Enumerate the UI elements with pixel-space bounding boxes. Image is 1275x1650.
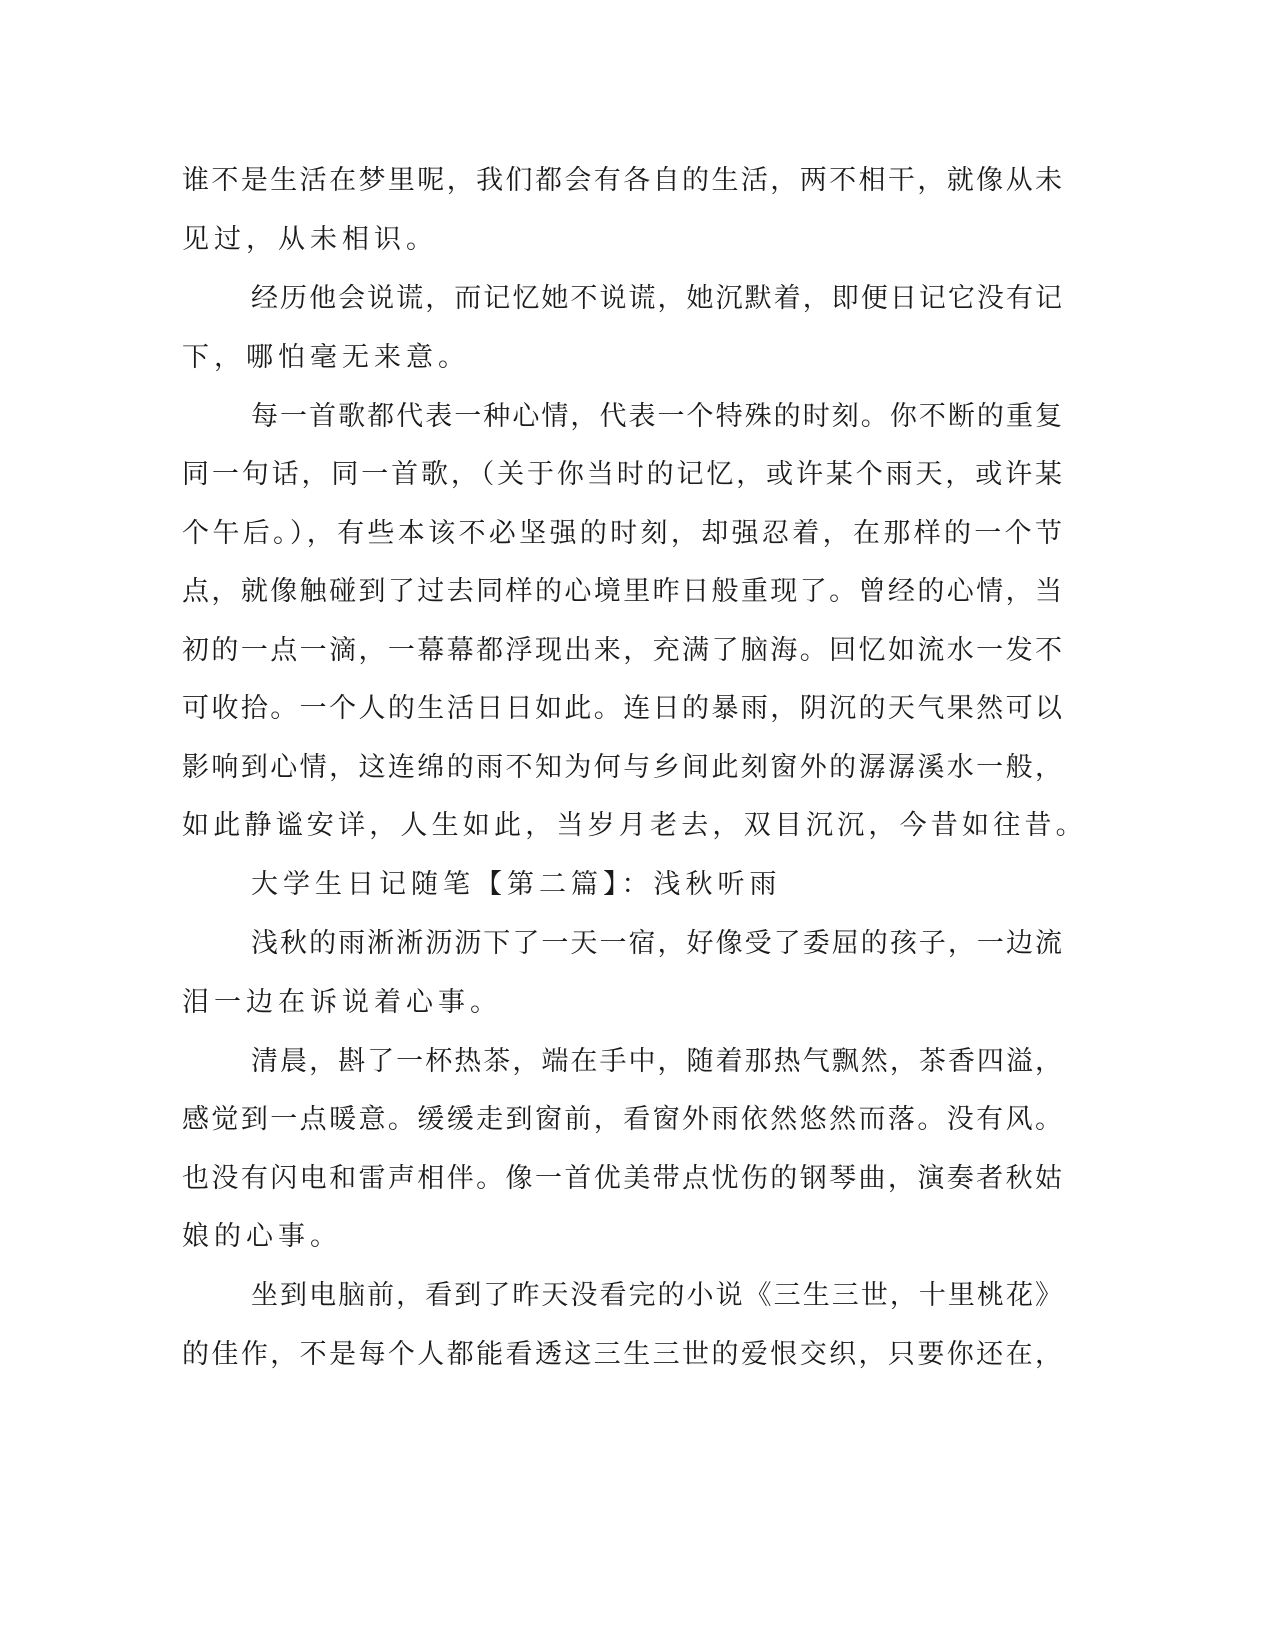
paragraph-line: 坐到电脑前，看到了昨天没看完的小说《三生三世，十里桃花》 — [251, 1280, 1062, 1311]
paragraph-line: 娘的心事。 — [182, 1221, 342, 1252]
paragraph-line: 影响到心情，这连绵的雨不知为何与乡间此刻窗外的潺潺溪水一般， — [182, 752, 1062, 783]
paragraph-line: 每一首歌都代表一种心情，代表一个特殊的时刻。你不断的重复 — [251, 401, 1062, 432]
paragraph-line: 泪一边在诉说着心事。 — [182, 987, 502, 1018]
paragraph-line: 的佳作，不是每个人都能看透这三生三世的爱恨交织，只要你还在， — [182, 1339, 1062, 1370]
paragraph-line: 下，哪怕毫无来意。 — [182, 342, 470, 373]
paragraph-line: 个午后。），有些本该不必坚强的时刻，却强忍着，在那样的一个节 — [182, 518, 1062, 549]
paragraph-line: 初的一点一滴，一幕幕都浮现出来，充满了脑海。回忆如流水一发不 — [182, 635, 1062, 666]
paragraph-line: 如此静谧安详，人生如此，当岁月老去，双目沉沉，今昔如往昔。 — [182, 810, 1087, 841]
paragraph-line: 浅秋的雨淅淅沥沥下了一天一宿，好像受了委屈的孩子，一边流 — [251, 928, 1062, 959]
paragraph-line: 同一句话，同一首歌，（关于你当时的记忆，或许某个雨天，或许某 — [182, 459, 1062, 490]
paragraph-line: 经历他会说谎，而记忆她不说谎，她沉默着，即便日记它没有记 — [251, 283, 1062, 314]
paragraph-line: 见过，从未相识。 — [182, 224, 438, 255]
paragraph-line: 也没有闪电和雷声相伴。像一首优美带点忧伤的钢琴曲，演奏者秋姑 — [182, 1163, 1062, 1194]
paragraph-line: 谁不是生活在梦里呢，我们都会有各自的生活，两不相干，就像从未 — [182, 165, 1062, 196]
paragraph-line: 感觉到一点暖意。缓缓走到窗前，看窗外雨依然悠然而落。没有风。 — [182, 1104, 1062, 1135]
paragraph-line: 清晨，斟了一杯热茶，端在手中，随着那热气飘然，茶香四溢， — [251, 1046, 1062, 1077]
paragraph-line: 可收拾。一个人的生活日日如此。连日的暴雨，阴沉的天气果然可以 — [182, 693, 1062, 724]
paragraph-line: 点，就像触碰到了过去同样的心境里昨日般重现了。曾经的心情，当 — [182, 576, 1062, 607]
section-heading: 大学生日记随笔【第二篇】：浅秋听雨 — [251, 869, 782, 900]
